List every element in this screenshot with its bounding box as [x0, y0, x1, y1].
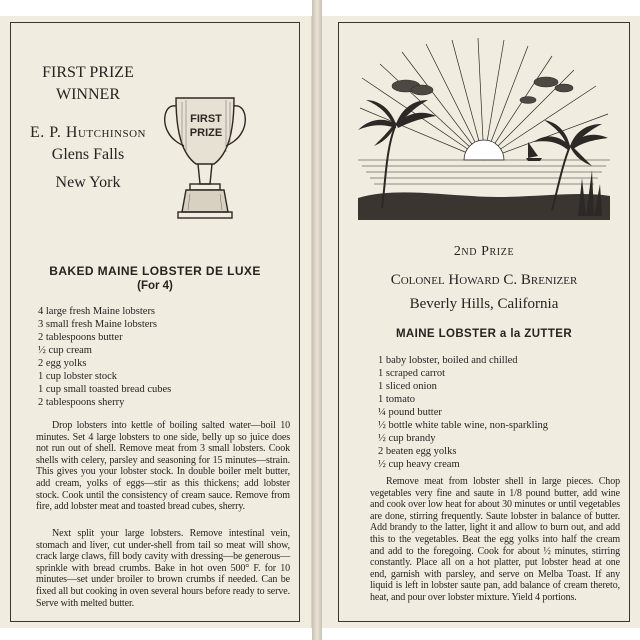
second-winner-place: Beverly Hills, California — [409, 296, 559, 312]
recipe-title: BAKED MAINE LOBSTER DE LUXE — [49, 264, 261, 278]
ingredient-item: 1 baby lobster, boiled and chilled — [378, 355, 518, 366]
second-winner-name: Colonel Howard C. Brenizer — [390, 272, 578, 288]
first-prize-winner-block — [18, 62, 158, 194]
second-recipe-title: MAINE LOBSTER a la ZUTTER — [395, 328, 573, 340]
method-paragraph: Remove meat from lobster shell in large pieces. Chop vegetables very fine and saute in 1/8 pound butter, add wine and cook over low heat for about 30 minutes or until vegetables are done, stirring frequently. Saute lobster in balance of butter. Add brandy to the latter, light it and allow to burn out, and add this to the vegetables. Beat the egg yolks into half the cream and add to the foregoing. Cook for about ½ minutes, stirring constantly. Place all on a hot platter, put lobster head at one end, garnish with parsley, and serve on Melba Toast. If any liquid is left in lobster saute pan, add balance of cream thereto, heat, and pour over lobster mixture. Yield 4 portions. — [370, 476, 620, 603]
ingredient-item: ½ cup brandy — [378, 433, 436, 444]
method-paragraph: Next split your large lobsters. Remove intestinal vein, stomach and liver, cut under-shell from tail so meat will show, crack large claws, fill body cavity with dressing—be generous—sprinkle with bread crumbs. Bake in hot oven 500° F. for 10 minutes—set under broiler to brown crumbs if needed. Can be fixed all but cooking in oven several hours before ready to serve. Serve with melted butter. — [36, 528, 290, 609]
ingredient-item: 4 large fresh Maine lobsters — [38, 306, 156, 317]
trophy-text-prize: PRIZE — [189, 127, 223, 139]
trophy-cup-icon — [162, 88, 248, 224]
left-page — [0, 16, 312, 628]
ingredient-item: 2 beaten egg yolks — [378, 446, 457, 457]
winner-name: E. P. Hutchinson — [29, 124, 146, 141]
ingredient-item: 2 tablespoons sherry — [38, 397, 125, 408]
ingredient-item: 3 small fresh Maine lobsters — [38, 319, 157, 330]
ingredient-item: ½ cup cream — [38, 345, 92, 356]
ingredient-item: ¼ pound butter — [378, 407, 442, 418]
ingredient-list — [38, 305, 288, 409]
ingredient-item: 2 egg yolks — [38, 358, 87, 369]
ingredient-item: 2 tablespoons butter — [38, 332, 123, 343]
winner-city: Glens Falls — [51, 146, 125, 163]
trophy-text-first: FIRST — [190, 113, 222, 125]
sunrise-palm-illustration — [352, 38, 616, 220]
ingredient-item: 1 scraped carrot — [378, 368, 446, 379]
ingredient-item: ½ cup heavy cream — [378, 459, 460, 470]
second-ingredient-list — [378, 354, 618, 471]
ingredient-item: 1 cup small toasted bread cubes — [38, 384, 172, 395]
winner-label: WINNER — [56, 86, 120, 103]
ingredient-item: ½ bottle white table wine, non-sparkling — [378, 420, 549, 431]
book-gutter — [312, 0, 322, 640]
right-page — [322, 16, 640, 628]
first-prize-heading: FIRST PRIZE — [42, 64, 134, 81]
second-prize-winner-block — [344, 270, 624, 314]
recipe-serves: (For 4) — [137, 280, 173, 292]
method-paragraph: Drop lobsters into kettle of boiling salted water—boil 10 minutes. Set 4 large lobsters to one side, belly up so juice does not run out of shell. Remove meat from 3 small lobsters. Cook shells with celery, parsley and seasoning for 15 minutes—strain. This gives you your lobster stock. In double boiler melt butter, add cream, yolks of eggs—stir as this thickens; add lobster stock. Cook until the consistency of cream sauce. Remove from fire, add lobster meat and toasted bread cubes, sherry. — [36, 420, 290, 513]
ingredient-item: 1 cup lobster stock — [38, 371, 118, 382]
winner-state: New York — [55, 174, 121, 191]
ingredient-item: 1 tomato — [378, 394, 416, 405]
ingredient-item: 1 sliced onion — [378, 381, 437, 392]
second-prize-heading: 2nd Prize — [453, 244, 515, 259]
